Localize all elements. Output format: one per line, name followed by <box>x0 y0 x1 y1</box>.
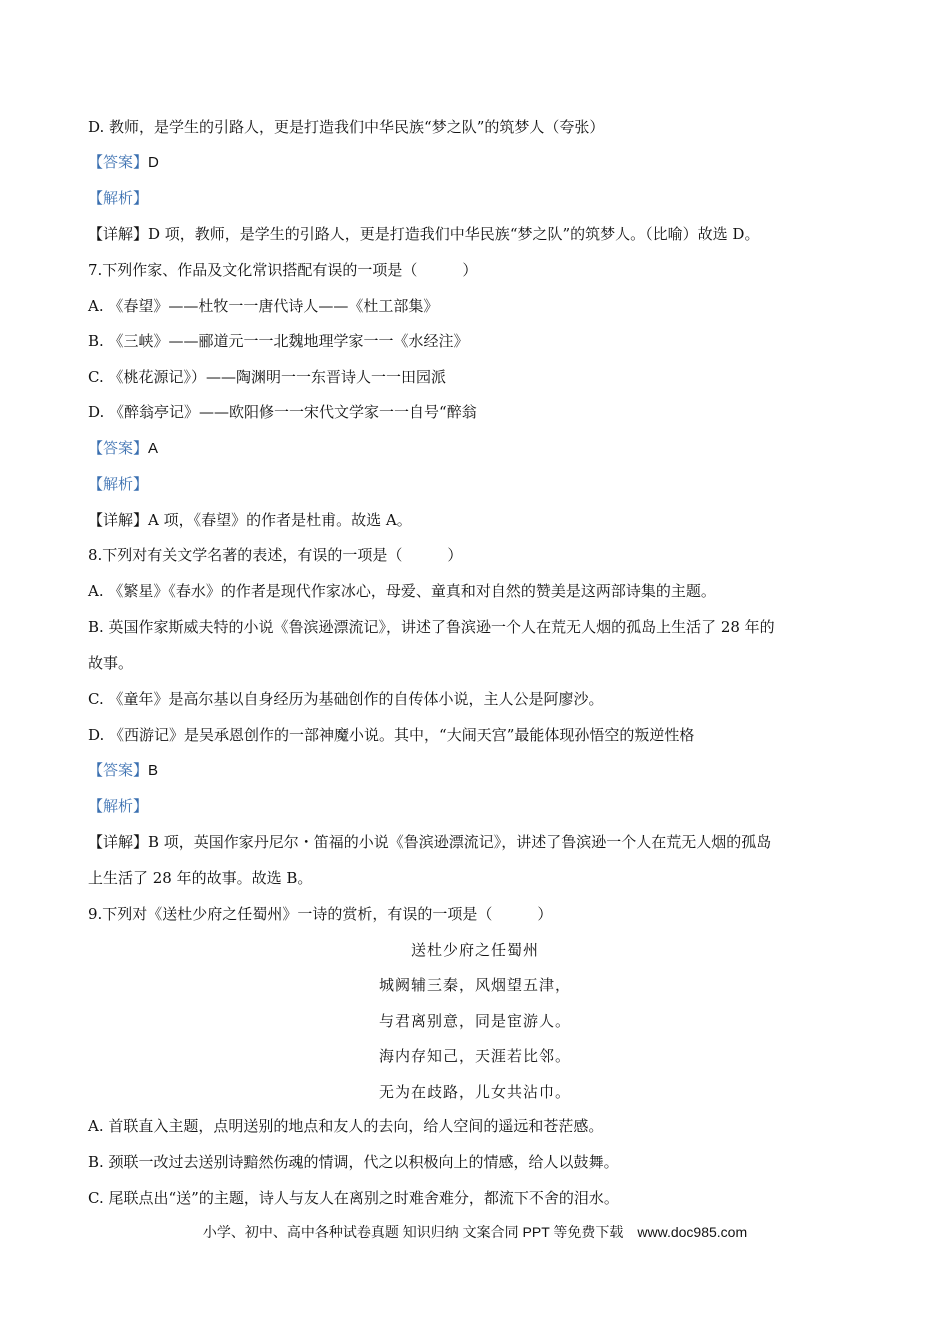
q9-option-b: B. 颈联一改过去送别诗黯然伤魂的情调，代之以积极向上的情感，给人以鼓舞。 <box>88 1153 619 1171</box>
q7-detail <box>88 510 412 530</box>
poem-line-3: 海内存知己，天涯若比邻。 <box>378 1047 571 1065</box>
q6-answer <box>88 152 159 173</box>
answer-label: 【答案】 <box>88 761 149 779</box>
answer-value: D <box>148 154 159 171</box>
detail-label: 【详解】 <box>88 511 149 529</box>
q6-option-d: D. 教师，是学生的引路人，更是打造我们中华民族“梦之队”的筑梦人（夸张） <box>88 118 605 136</box>
poem-line-4: 无为在歧路，儿女共沾巾。 <box>378 1083 571 1101</box>
q8-option-b-line1: B. 英国作家斯威夫特的小说《鲁滨逊漂流记》，讲述了鲁滨逊一个人在荒无人烟的孤岛上生活了 28 年的 <box>88 618 775 636</box>
q8-option-a: A. 《繁星》《春水》的作者是现代作家冰心，母爱、童真和对自然的赞美是这两部诗集的主题。 <box>88 582 716 600</box>
q8-option-b-line2: 故事。 <box>88 654 134 672</box>
page-footer: 小学、初中、高中各种试卷真题 知识归纳 文案合同 PPT 等免费下载 www.doc985.com <box>202 1224 748 1240</box>
answer-label: 【答案】 <box>88 439 149 457</box>
poem-line-2: 与君离别意，同是宦游人。 <box>378 1012 571 1030</box>
q7-option-d: D. 《醉翁亭记》——欧阳修一一宋代文学家一一自号“醉翁 <box>88 403 477 421</box>
detail-label: 【详解】 <box>88 225 149 243</box>
q7-option-b: B. 《三峡》——郦道元一一北魏地理学家一一《水经注》 <box>88 332 469 350</box>
q6-analysis-label <box>88 188 148 208</box>
q6-detail <box>88 224 759 244</box>
q7-analysis-label <box>88 474 148 494</box>
q8-detail-line2: 上生活了 28 年的故事。故选 B。 <box>88 869 313 887</box>
analysis-label: 【解析】 <box>88 189 149 207</box>
detail-label: 【详解】 <box>88 833 149 851</box>
answer-label: 【答案】 <box>88 153 149 171</box>
q8-option-d: D. 《西游记》是吴承恩创作的一部神魔小说。其中，“大闹天宫”最能体现孙悟空的叛逆性格 <box>88 726 695 744</box>
q7-question: 7.下列作家、作品及文化常识搭配有误的一项是（ ） <box>88 261 478 279</box>
q8-question: 8.下列对有关文学名著的表述，有误的一项是（ ） <box>88 546 463 564</box>
q9-question: 9.下列对《送杜少府之任蜀州》一诗的赏析，有误的一项是（ ） <box>88 905 553 923</box>
q8-option-c: C. 《童年》是高尔基以自身经历为基础创作的自传体小说，主人公是阿廖沙。 <box>88 690 604 708</box>
q7-option-c: C. 《桃花源记》）——陶渊明一一东晋诗人一一田园派 <box>88 368 446 386</box>
q8-analysis-label <box>88 796 148 816</box>
analysis-label: 【解析】 <box>88 475 149 493</box>
detail-text: B 项，英国作家丹尼尔・笛福的小说《鲁滨逊漂流记》，讲述了鲁滨逊一个人在荒无人烟的孤岛 <box>148 833 772 851</box>
answer-value: B <box>148 762 159 779</box>
q7-option-a: A. 《春望》——杜牧一一唐代诗人——《杜工部集》 <box>88 297 439 315</box>
poem-title: 送杜少府之任蜀州 <box>410 941 539 959</box>
q7-answer <box>88 438 158 459</box>
q8-detail-line1 <box>88 832 771 852</box>
answer-value: A <box>148 440 159 457</box>
q9-option-a: A. 首联直入主题，点明送别的地点和友人的去向，给人空间的遥远和苍茫感。 <box>88 1117 604 1135</box>
detail-text: A 项，《春望》的作者是杜甫。故选 A。 <box>148 511 412 529</box>
detail-text: D 项，教师，是学生的引路人，更是打造我们中华民族“梦之队”的筑梦人。（比喻）故选 D。 <box>148 225 760 243</box>
q9-option-c: C. 尾联点出“送”的主题，诗人与友人在离别之时难舍难分，都流下不舍的泪水。 <box>88 1189 619 1207</box>
analysis-label: 【解析】 <box>88 797 149 815</box>
poem-line-1: 城阙辅三秦，风烟望五津， <box>378 976 571 994</box>
q8-answer <box>88 760 158 781</box>
